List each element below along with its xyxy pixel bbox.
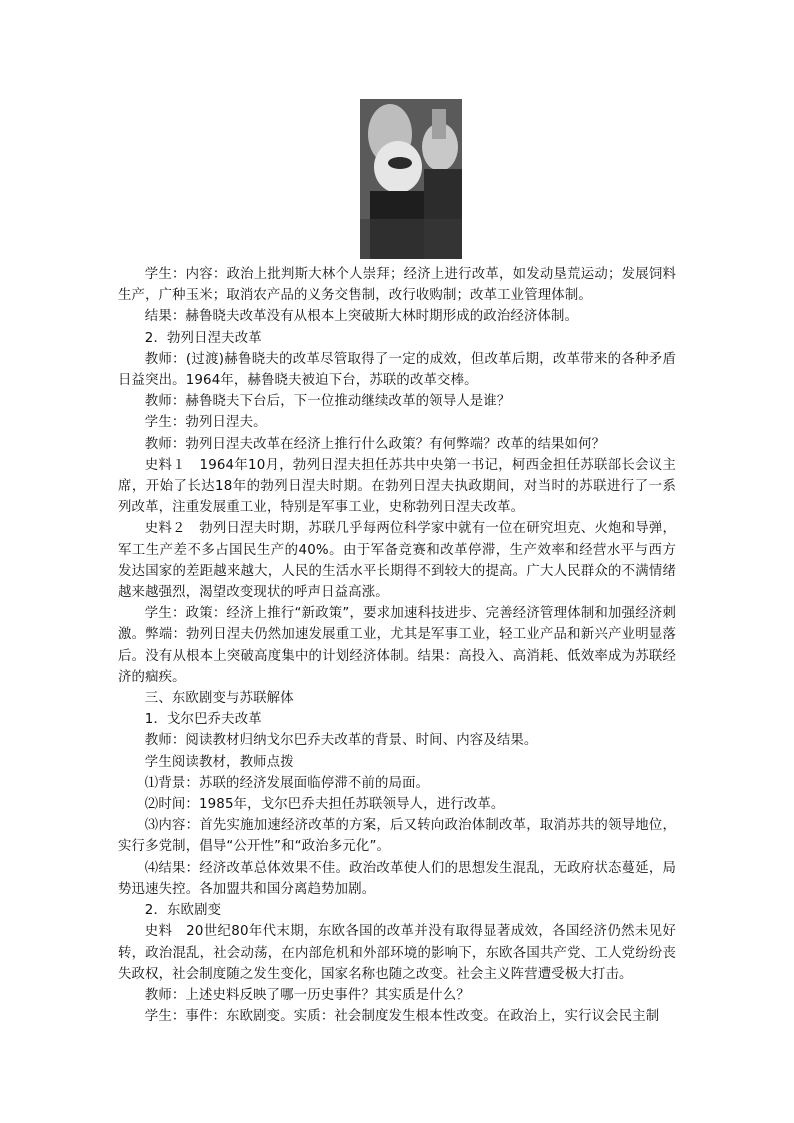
paragraph: 学生阅读教材，教师点拨 — [144, 754, 294, 770]
section-heading: 2．勃列日涅夫改革 — [144, 330, 262, 346]
photo-figures — [360, 99, 462, 259]
paragraph: ⑶内容：首先实施加速经济改革的方案，后又转向政治体制改革，取消苏共的领导地位，实行多党制，倡导“公开性”和“政治多元化”。 — [118, 818, 676, 855]
paragraph: 教师：(过渡)赫鲁晓夫的改革尽管取得了一定的成效，但改革后期，改革带来的各种矛盾日益突出。1964年，赫鲁晓夫被迫下台，苏联的改革交棒。 — [118, 351, 676, 389]
section-heading: 1．戈尔巴乔夫改革 — [144, 712, 262, 728]
paragraph: 史料 20世纪80年代末期，东欧各国的改革并没有取得显著成效，各国经济仍然未见好转，政治混乱，社会动荡，在内部危机和外部环境的影响下，东欧各国共产党、工人党纷纷丧失政权，社会制度随之发生变化，国家名称也随之改变。社会主义阵营遭受极大打击。 — [118, 924, 676, 982]
section-heading: 2．东欧剧变 — [144, 903, 222, 919]
paragraph: 教师：阅读教材归纳戈尔巴乔夫改革的背景、时间、内容及结果。 — [144, 733, 538, 749]
paragraph: 史料２ 勃列日涅夫时期，苏联几乎每两位科学家中就有一位在研究坦克、火炮和导弹，军工生产差不多占国民生产的40%。由于军备竞赛和改革停滞，生产效率和经营水平与西方发达国家的差距越来越大，人民的生活水平长期得不到较大的提高。广大人民群众的不满情绪越来越强烈，渴望改变现状的呼声日益高涨。 — [118, 521, 676, 601]
paragraph: 史料１ 1964年10月，勃列日涅夫担任苏共中央第一书记，柯西金担任苏联部长会议主席，开始了长达18年的勃列日涅夫时期。在勃列日涅夫执政期间，对当时的苏联进行了一系列改革，注重发展重工业，特别是军事工业，史称勃列日涅夫改革。 — [118, 457, 676, 516]
paragraph: ⑷结果：经济改革总体效果不佳。政治改革使人们的思想发生混乱，无政府状态蔓延，局势迅速失控。各加盟共和国分离趋势加剧。 — [118, 860, 676, 897]
paragraph: 学生：内容：政治上批判斯大林个人崇拜；经济上进行改革，如发动垦荒运动；发展饲料生产，广种玉米；取消农产品的义务交售制，改行收购制；改革工业管理体制。 — [118, 267, 676, 304]
section-heading: 三、东欧剧变与苏联解体 — [144, 691, 294, 707]
paragraph: 学生：事件：东欧剧变。实质：社会制度发生根本性改变。在政治上，实行议会民主制 — [144, 1009, 660, 1025]
paragraph: 结果：赫鲁晓夫改革没有从根本上突破斯大林时期形成的政治经济体制。 — [144, 309, 579, 325]
paragraph: 教师：赫鲁晓夫下台后，下一位推动继续改革的领导人是谁？ — [144, 394, 511, 410]
paragraph: 学生：政策：经济上推行“新政策”，要求加速科技进步、完善经济管理体制和加强经济刺激。弊端：勃列日涅夫仍然加速发展重工业，尤其是军事工业，轻工业产品和新兴产业明显落后。没有从根本上突破高度集中的计划经济体制。结果：高投入、高消耗、低效率成为苏联经济的痼疾。 — [118, 606, 676, 685]
document-body — [118, 264, 676, 1027]
paragraph: 学生：勃列日涅夫。 — [144, 415, 267, 431]
paragraph: 教师：上述史料反映了哪一历史事件？其实质是什么？ — [144, 987, 470, 1003]
historical-photo — [360, 99, 462, 259]
paragraph: ⑴背景：苏联的经济发展面临停滞不前的局面。 — [144, 775, 430, 791]
paragraph: 教师：勃列日涅夫改革在经济上推行什么政策？有何弊端？改革的结果如何？ — [144, 436, 606, 452]
paragraph: ⑵时间：1985年，戈尔巴乔夫担任苏联领导人，进行改革。 — [144, 797, 505, 813]
